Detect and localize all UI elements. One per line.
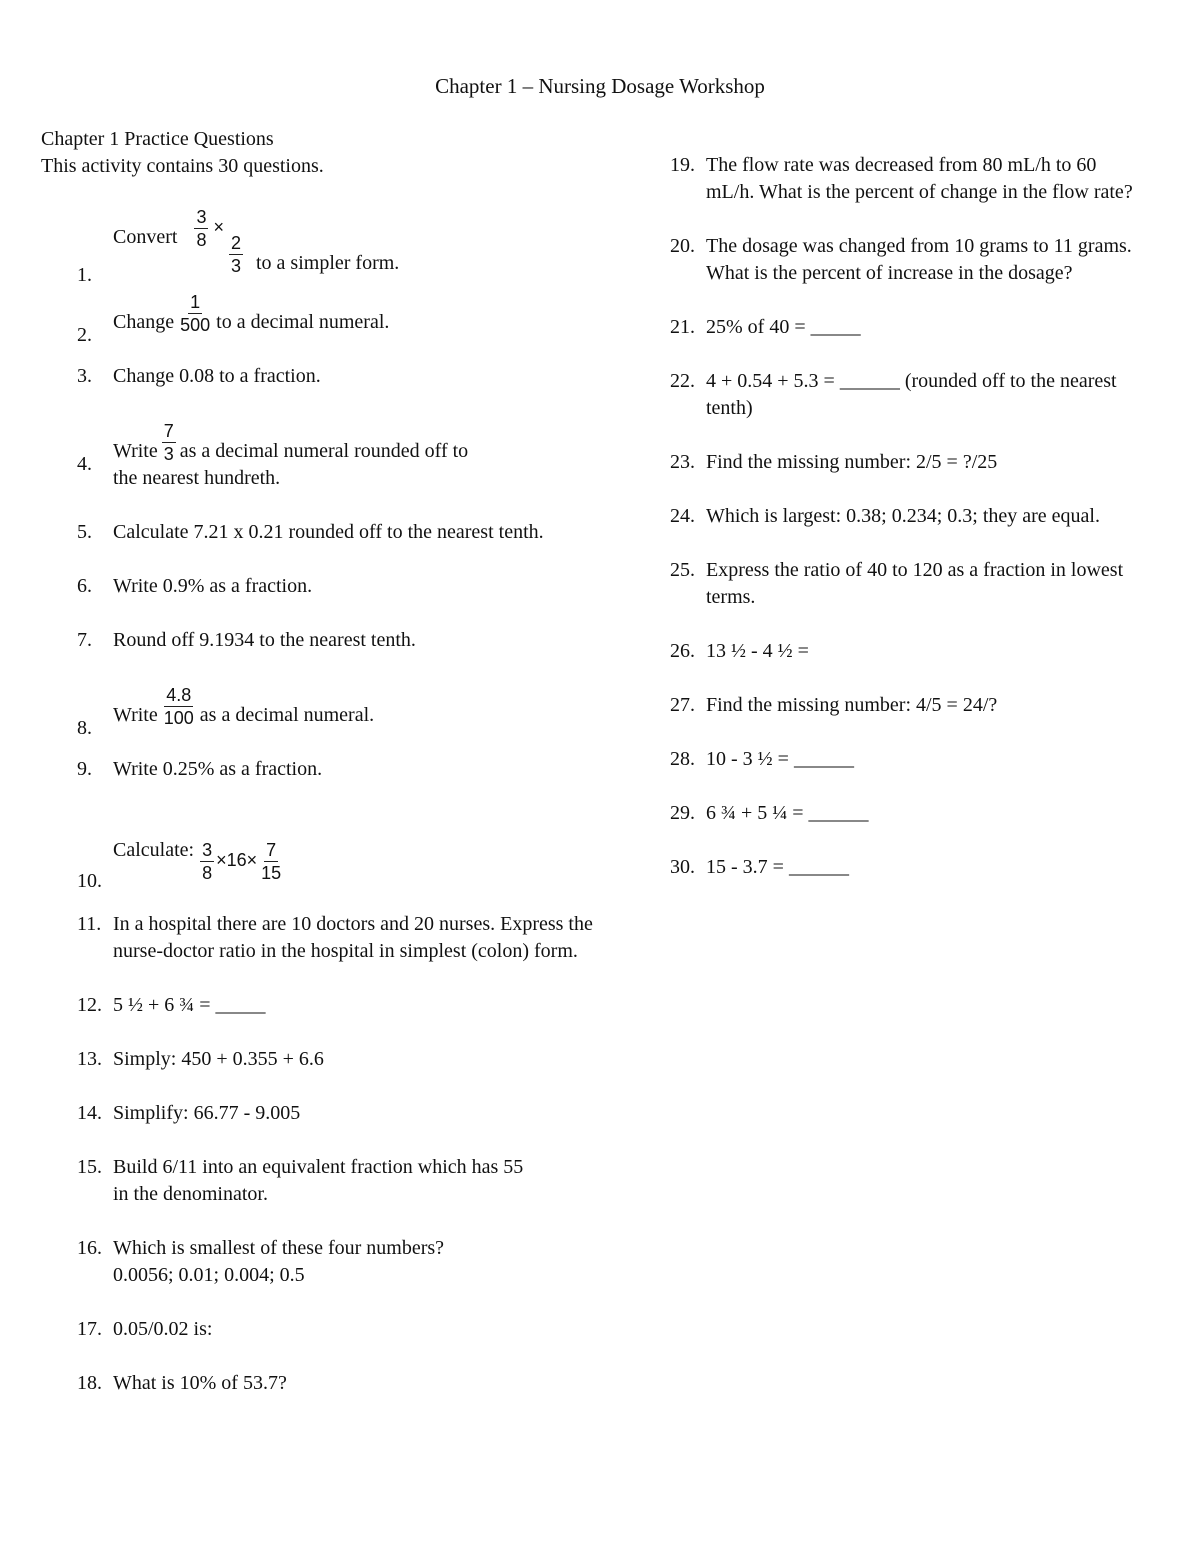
question-text: Write 0.9% as a fraction. <box>113 575 313 597</box>
question-number: 14. <box>77 1102 102 1124</box>
question-text: 4 + 0.54 + 5.3 = ______ (rounded off to the nearest tenth) <box>706 370 1117 419</box>
question-text: In a hospital there are 10 doctors and 20 nurses. Express the nurse-doctor ratio in the hospital in simplest (colon) form. <box>113 913 593 962</box>
question-number: 19. <box>670 154 695 176</box>
question-text: Which is smallest of these four numbers? <box>113 1237 445 1259</box>
page-title: Chapter 1 – Nursing Dosage Workshop <box>435 74 765 98</box>
question-number: 18. <box>77 1372 102 1394</box>
question-21 <box>670 314 1160 341</box>
question-number: 17. <box>77 1318 102 1340</box>
question-text: Simplify: 66.77 - 9.005 <box>113 1102 301 1124</box>
question-options: 0.0056; 0.01; 0.004; 0.5 <box>113 1264 305 1286</box>
question-6 <box>41 573 601 600</box>
question-text: the nearest hundreth. <box>113 467 281 489</box>
question-number: 10. <box>77 870 102 892</box>
question-number: 13. <box>77 1048 102 1070</box>
question-number: 20. <box>670 235 695 257</box>
question-17 <box>41 1316 601 1343</box>
question-number: 21. <box>670 316 695 338</box>
question-number: 27. <box>670 694 695 716</box>
question-text: Change 0.08 to a fraction. <box>113 365 321 387</box>
fraction-expression <box>199 839 284 884</box>
question-7 <box>41 627 601 654</box>
question-text: to a simpler form. <box>255 252 400 274</box>
question-18 <box>41 1370 601 1397</box>
question-number: 15. <box>77 1156 102 1178</box>
question-16 <box>41 1235 601 1289</box>
question-number: 12. <box>77 994 102 1016</box>
question-text: Convert <box>113 226 178 248</box>
question-2 <box>41 291 601 346</box>
question-number: 23. <box>670 451 695 473</box>
question-text: The dosage was changed from 10 grams to 11 grams. What is the percent of increase in the dosage? <box>706 235 1132 284</box>
intro <box>41 126 601 180</box>
question-text: 15 - 3.7 = ______ <box>706 856 849 878</box>
operator: × <box>213 217 224 237</box>
question-number: 30. <box>670 856 695 878</box>
question-19 <box>670 152 1142 206</box>
question-number: 24. <box>670 505 695 527</box>
question-number: 25. <box>670 559 695 581</box>
question-text: What is 10% of 53.7? <box>113 1372 287 1394</box>
fraction: $\frac{7}{3}$ <box>163 421 174 464</box>
question-text: Calculate 7.21 x 0.21 rounded off to the nearest tenth. <box>113 521 544 543</box>
question-text: Which is largest: 0.38; 0.234; 0.3; they are equal. <box>706 505 1100 527</box>
question-4 <box>41 420 601 492</box>
question-text: Build 6/11 into an equivalent fraction which has 55 in the denominator. <box>113 1156 524 1205</box>
practice-heading: Chapter 1 Practice Questions <box>41 128 274 150</box>
fraction: $\frac{7}{15}$ <box>261 840 282 883</box>
operator: ×16× <box>216 850 258 870</box>
question-26 <box>670 638 1160 665</box>
question-text: Write 0.25% as a fraction. <box>113 758 323 780</box>
question-text: Calculate: <box>113 839 195 861</box>
question-1 <box>41 206 601 286</box>
question-number: 2. <box>77 324 92 346</box>
question-25 <box>670 557 1142 611</box>
question-number: 5. <box>77 521 92 543</box>
fraction-expression <box>190 206 247 276</box>
fraction: $\frac{3}{8}$ <box>202 840 213 883</box>
question-text: 13 ½ - 4 ½ = <box>706 640 809 662</box>
question-text: Express the ratio of 40 to 120 as a fraction in lowest terms. <box>706 559 1124 608</box>
left-column <box>41 126 601 1397</box>
question-text: 5 ½ + 6 ¾ = _____ <box>113 994 266 1016</box>
question-number: 4. <box>77 453 92 475</box>
question-text: Round off 9.1934 to the nearest tenth. <box>113 629 416 651</box>
question-number: 7. <box>77 629 92 651</box>
question-text: Write <box>113 704 158 726</box>
question-text: 6 ¾ + 5 ¼ = ______ <box>706 802 869 824</box>
question-11 <box>41 911 601 965</box>
question-15 <box>41 1154 533 1208</box>
fraction: $\frac{4.8}{100}$ <box>163 685 194 728</box>
question-text: Find the missing number: 4/5 = 24/? <box>706 694 998 716</box>
question-number: 26. <box>670 640 695 662</box>
question-number: 22. <box>670 370 695 392</box>
question-text: Write <box>113 440 158 462</box>
question-number: 29. <box>670 802 695 824</box>
question-number: 1. <box>77 264 92 286</box>
question-8 <box>41 684 601 739</box>
question-number: 8. <box>77 717 92 739</box>
question-28 <box>670 746 1160 773</box>
question-number: 6. <box>77 575 92 597</box>
question-3 <box>41 363 601 390</box>
question-10 <box>41 837 601 892</box>
question-text: The flow rate was decreased from 80 mL/h to 60 mL/h. What is the percent of change in the flow rate? <box>706 154 1133 203</box>
question-text: Change <box>113 311 175 333</box>
question-20 <box>670 233 1142 287</box>
question-9 <box>41 756 601 783</box>
question-text: 10 - 3 ½ = ______ <box>706 748 854 770</box>
question-number: 28. <box>670 748 695 770</box>
question-text: as a decimal numeral rounded off to <box>179 440 469 462</box>
question-number: 16. <box>77 1237 102 1259</box>
question-30 <box>670 854 1160 881</box>
question-29 <box>670 800 1160 827</box>
question-text: Find the missing number: 2/5 = ?/25 <box>706 451 998 473</box>
question-number: 11. <box>77 913 102 935</box>
question-24 <box>670 503 1142 530</box>
fraction: $\frac{2}{3}$ <box>230 233 241 276</box>
question-5 <box>41 519 601 546</box>
fraction: $\frac{1}{500}$ <box>180 292 211 335</box>
fraction: $\frac{3}{8}$ <box>196 207 207 250</box>
activity-count: This activity contains 30 questions. <box>41 155 324 177</box>
question-number: 3. <box>77 365 92 387</box>
question-27 <box>670 692 1160 719</box>
question-23 <box>670 449 1160 476</box>
question-22 <box>670 368 1142 422</box>
question-text: as a decimal numeral. <box>199 704 375 726</box>
question-13 <box>41 1046 601 1073</box>
right-column <box>670 152 1160 881</box>
question-text: to a decimal numeral. <box>216 311 390 333</box>
question-text: 25% of 40 = _____ <box>706 316 861 338</box>
question-number: 9. <box>77 758 92 780</box>
question-12 <box>41 992 601 1019</box>
question-text: 0.05/0.02 is: <box>113 1318 213 1340</box>
question-text: Simply: 450 + 0.355 + 6.6 <box>113 1048 324 1070</box>
question-14 <box>41 1100 601 1127</box>
